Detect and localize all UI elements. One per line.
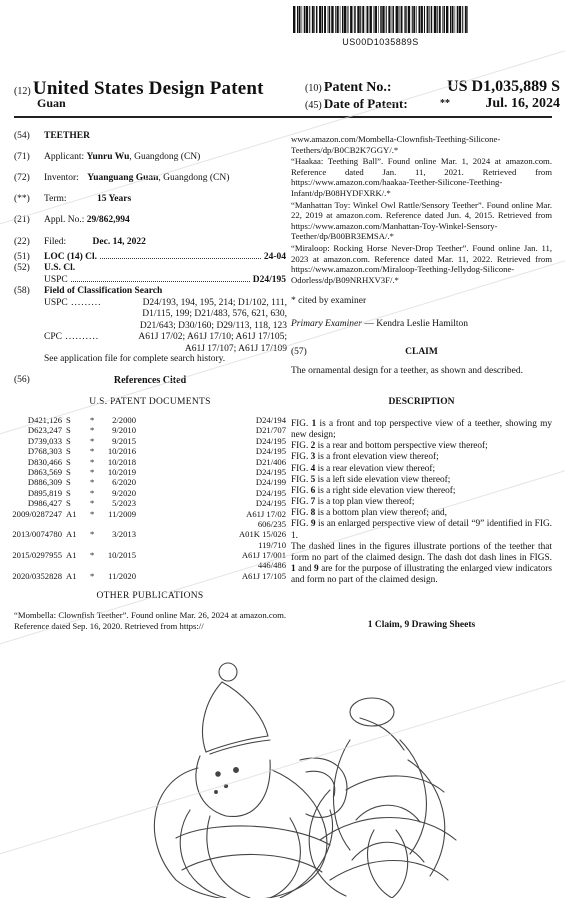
claim-title: CLAIM — [405, 347, 438, 357]
reference-class: D24/195 — [255, 446, 286, 457]
figure-description — [291, 452, 552, 463]
reference-number: D739,033 — [27, 435, 62, 446]
barcode-bar — [401, 6, 403, 33]
barcode-bar — [309, 6, 310, 33]
reference-kind: S — [66, 425, 71, 436]
reference-class: D21/707 — [255, 425, 286, 436]
barcode-bar — [429, 6, 430, 33]
fig-number: 2 — [310, 441, 316, 452]
barcode-number: US00D1035889S — [342, 37, 419, 47]
fig-prefix: FIG. — [291, 519, 311, 530]
reference-row — [14, 571, 286, 581]
applicant-location: , Guangdong (CN) — [129, 152, 201, 162]
reference-date: 9/2015 — [112, 435, 136, 446]
reference-date: 10/2018 — [107, 456, 136, 467]
barcode-bar — [337, 6, 339, 33]
reference-row — [14, 446, 286, 456]
barcode-bar — [388, 6, 390, 33]
tag-10: (10) — [305, 83, 322, 94]
barcode-bar — [304, 6, 306, 33]
barcode-bar — [350, 6, 352, 33]
fig-prefix: FIG. — [291, 497, 311, 508]
fig-prefix: FIG. — [291, 419, 312, 429]
barcode-bar — [335, 6, 336, 33]
references-cited-header — [14, 375, 286, 387]
barcode-bar — [319, 6, 321, 33]
design-title: TEETHER — [44, 131, 90, 141]
barcode-bar — [452, 6, 454, 33]
barcode-bar — [367, 6, 369, 33]
reference-class: A61J 17/02 — [246, 508, 286, 519]
figure-description — [291, 441, 552, 452]
us-cl-value: D24/195 — [252, 274, 286, 285]
tag-12: (12) — [14, 86, 31, 97]
field-71-applicant — [14, 152, 286, 164]
reference-date: 10/2016 — [107, 446, 136, 457]
field-number: (72) — [14, 173, 30, 183]
reference-number: D768,303 — [27, 446, 62, 457]
barcode-bar — [437, 6, 438, 33]
fig-prefix: FIG. — [291, 463, 311, 474]
barcode-bar — [344, 6, 346, 33]
us-patent-documents-title: U.S. PATENT DOCUMENTS — [89, 397, 211, 407]
reference-date: 3/2013 — [112, 529, 136, 540]
barcode-bar — [413, 6, 415, 33]
reference-class-continued — [14, 540, 286, 550]
barcode-bar — [297, 6, 298, 33]
figure-description — [291, 486, 552, 497]
reference-number: D830,466 — [27, 456, 62, 467]
term-value: 15 Years — [96, 194, 132, 204]
reference-class: D24/195 — [255, 466, 286, 477]
uspc-block: USPC ......... D24/193, 194, 195, 214; D1/102, 111, D1/115, 199; D21/483, 576, 621, 630, D21/643; D30/160; D29/113, 118, 123 — [44, 297, 287, 331]
barcode-bar — [331, 6, 333, 33]
reference-kind: A1 — [66, 529, 77, 540]
barcode-bar — [392, 6, 394, 33]
reference-kind: A1 — [66, 508, 77, 519]
inventor-location: , Guangdong (CN) — [158, 173, 230, 183]
fig-prefix: FIG. — [291, 474, 311, 485]
fig-text: is an enlarged perspective view of detail “9” identified in FIG. 1. — [291, 519, 552, 541]
reference-cited-star: * — [90, 466, 95, 477]
date-of-patent: Jul. 16, 2024 — [485, 96, 560, 111]
filed-value: Dec. 14, 2022 — [92, 237, 146, 247]
barcode — [293, 6, 468, 33]
filed-label: Filed: — [44, 237, 67, 247]
reference-class-extra: 606/235 — [257, 518, 286, 529]
barcode-bar — [378, 6, 379, 33]
barcode-bar — [434, 6, 436, 33]
reference-row — [14, 498, 286, 508]
other-publications-title: OTHER PUBLICATIONS — [96, 591, 204, 601]
barcode-bar — [366, 6, 367, 33]
fig-number: 5 — [310, 474, 316, 485]
uspc-line: D21/643; D30/160; D29/113, 118, 123 — [139, 320, 287, 331]
barcode-bar — [322, 6, 323, 33]
header-divider — [14, 116, 552, 118]
patent-type-title: United States Design Patent — [32, 78, 264, 99]
reference-number: D863,569 — [27, 466, 62, 477]
reference-date: 10/2015 — [107, 550, 136, 561]
reference-date: 11/2020 — [108, 570, 136, 581]
figure-description — [291, 419, 552, 441]
uspc-line: D24/193, 194, 195, 214; D1/102, 111, — [142, 297, 287, 308]
barcode-bar — [314, 6, 315, 33]
claim-header — [291, 347, 552, 359]
field-term — [14, 194, 286, 206]
examiner-name: Kendra Leslie Hamilton — [376, 319, 469, 329]
reference-kind: S — [66, 415, 71, 425]
barcode-bar — [340, 6, 341, 33]
reference-number: 2015/0297955 — [12, 550, 62, 561]
barcode-bar — [462, 6, 463, 33]
barcode-bar — [374, 6, 375, 33]
figure-list — [291, 419, 552, 542]
fig-number: 6 — [310, 485, 316, 496]
reference-class: A01K 15/026 — [238, 529, 286, 540]
reference-row — [14, 477, 286, 487]
barcode-bar — [408, 6, 410, 33]
barcode-bar — [431, 6, 433, 33]
reference-kind: S — [66, 446, 71, 457]
barcode-bar — [455, 6, 456, 33]
barcode-bar — [467, 6, 468, 33]
barcode-bar — [360, 6, 361, 33]
barcode-bar — [457, 6, 459, 33]
reference-cited-star: * — [90, 508, 95, 519]
reference-date: 11/2009 — [108, 508, 136, 519]
reference-cited-star: * — [90, 415, 95, 425]
date-stars: ** — [440, 98, 450, 109]
applicant-name: Yunru Wu — [86, 152, 130, 162]
dashed-lines-note: The dashed lines in the figures illustrate portions of the teether that form no part of the claimed design. — [291, 541, 552, 563]
reference-number: D421,126 — [27, 415, 62, 425]
barcode-bar — [459, 6, 461, 33]
field-number: (21) — [14, 215, 30, 225]
reference-cited-star: * — [90, 456, 95, 467]
field-52-us-cl — [14, 263, 286, 286]
barcode-bar — [442, 6, 443, 33]
fig-text: is a rear elevation view thereof; — [315, 463, 436, 474]
figure-description — [291, 497, 552, 508]
barcode-bar — [306, 6, 308, 33]
reference-cited-star: * — [90, 529, 95, 540]
teether-front-view — [154, 663, 347, 898]
fig-text: is a front elevation view thereof; — [315, 452, 439, 463]
field-number: (58) — [14, 286, 30, 296]
field-number: (52) — [14, 263, 30, 273]
loc-label: LOC (14) Cl. — [44, 252, 98, 262]
reference-row — [14, 529, 286, 539]
fig-ref-number: 1 — [291, 564, 296, 575]
field-number: (57) — [291, 347, 307, 357]
search-history-note — [14, 354, 286, 366]
reference-class-extra: 119/710 — [258, 539, 286, 550]
reference-cited-star: * — [90, 570, 95, 581]
classification-search-label: Field of Classification Search — [44, 286, 163, 296]
fig-number: 4 — [310, 463, 316, 474]
reference-date: 10/2019 — [107, 466, 136, 477]
other-publication-entry: “Miraloop: Rocking Horse Never-Drop Teether”. Found online Jan. 11, 2023 at amazon.com. Reference dated Mar. 11, 2022. Retrieved from https://www.amazon.com/Miraloop-Teething-Jellydog-Silicone-Odorless/dp/B09NRHXV3F/.* — [291, 243, 552, 285]
barcode-bar — [450, 6, 451, 33]
barcode-bar — [370, 6, 372, 33]
field-51-loc — [14, 252, 286, 264]
reference-row — [14, 467, 286, 477]
reference-class: D24/194 — [255, 415, 286, 425]
barcode-bar — [427, 6, 429, 33]
description-paragraph — [291, 542, 552, 587]
reference-row — [14, 436, 286, 446]
reference-number: 2009/0287247 — [12, 508, 62, 519]
dash-dot-note-b: and — [295, 564, 314, 575]
reference-class: A61J 17/001 — [241, 550, 286, 561]
cpc-label: CPC — [44, 332, 62, 342]
barcode-bar — [386, 6, 387, 33]
reference-class: D24/195 — [255, 498, 286, 509]
term-label: Term: — [44, 194, 67, 204]
fig-text: is a right side elevation view thereof; — [315, 485, 456, 496]
reference-number: D886,309 — [27, 477, 62, 488]
fig-prefix: FIG. — [291, 485, 311, 496]
reference-number: 2013/0074780 — [12, 529, 62, 540]
barcode-bar — [354, 6, 356, 33]
primary-examiner — [291, 319, 468, 331]
field-number: (**) — [14, 194, 30, 204]
other-publication-entry: www.amazon.com/Mombella-Clownfish-Teething-Silicone-Teethers/dp/B0CB2K7GGY/.* — [291, 134, 501, 155]
description-title: DESCRIPTION — [388, 397, 455, 407]
reference-kind: A1 — [66, 570, 77, 581]
fig-number: 1 — [311, 419, 317, 429]
reference-class: D21/406 — [255, 456, 286, 467]
field-21-appl-no — [14, 215, 286, 227]
field-number: (22) — [14, 237, 30, 247]
barcode-bar — [299, 6, 301, 33]
reference-cited-star: * — [90, 477, 95, 488]
reference-cited-star: * — [90, 425, 95, 436]
figure-description — [291, 519, 552, 541]
reference-date: 9/2010 — [112, 425, 136, 436]
barcode-bar — [380, 6, 382, 33]
reference-kind: S — [66, 435, 71, 446]
barcode-bar — [419, 6, 421, 33]
barcode-bar — [316, 6, 318, 33]
us-cl-label: U.S. Cl. — [44, 263, 76, 273]
reference-row — [14, 457, 286, 467]
barcode-bar — [398, 6, 399, 33]
reference-class-continued — [14, 560, 286, 570]
reference-class: D24/195 — [255, 487, 286, 498]
dot-leader — [100, 253, 261, 259]
reference-date: 6/2020 — [112, 477, 136, 488]
examiner-separator: — — [361, 319, 377, 329]
reference-cited-star: * — [90, 435, 95, 446]
cited-by-examiner-note: * cited by examiner — [291, 296, 367, 306]
barcode-bar — [353, 6, 354, 33]
field-number: (71) — [14, 152, 30, 162]
barcode-bar — [382, 6, 384, 33]
reference-class: A61J 17/105 — [241, 570, 286, 581]
reference-number: D895,819 — [27, 487, 62, 498]
barcode-bar — [396, 6, 398, 33]
reference-kind: S — [66, 456, 71, 467]
barcode-bar — [329, 6, 331, 33]
reference-date: 5/2023 — [112, 498, 136, 509]
appl-no-value: 29/862,994 — [86, 215, 130, 225]
reference-kind: S — [66, 466, 71, 477]
reference-date: 9/2020 — [112, 487, 136, 498]
figure-description — [291, 464, 552, 475]
uspc-label: USPC — [44, 274, 68, 285]
barcode-bar — [421, 6, 423, 33]
references-table — [14, 415, 286, 581]
date-of-patent-row — [305, 96, 560, 112]
barcode-bar — [375, 6, 377, 33]
reference-class: D24/199 — [255, 477, 286, 488]
fig-prefix: FIG. — [291, 452, 311, 463]
other-publication-entry: “Mombella: Clownfish Teether”. Found online Mar. 26, 2024 at amazon.com. Reference dated Sep. 16, 2020. Retrieved from https:// — [14, 610, 286, 631]
reference-kind: S — [66, 477, 71, 488]
cpc-line: A61J 17/107; A61J 17/109 — [184, 343, 287, 354]
reference-kind: S — [66, 487, 71, 498]
fig-text: is a front and top perspective view of a teether, showing my new design; — [291, 419, 552, 441]
field-54-title — [14, 131, 286, 143]
barcode-bar — [357, 6, 359, 33]
dash-dot-note-a: The dash dot dash lines in FIGS. — [427, 552, 552, 563]
fig-text: is a top plan view thereof; — [315, 497, 415, 508]
fig-text: is a bottom plan view thereof; and, — [315, 508, 447, 519]
fig-text: is a left side elevation view thereof; — [315, 474, 451, 485]
reference-number: D986,427 — [27, 498, 62, 509]
reference-number: 2020/0352828 — [12, 570, 62, 581]
field-72-inventor — [14, 173, 286, 185]
uspc-line: D1/115, 199; D21/483, 576, 621, 630, — [142, 309, 287, 320]
patent-number-label: Patent No.: — [323, 80, 392, 95]
date-of-patent-label: Date of Patent: — [323, 96, 408, 111]
loc-value: 24-04 — [263, 252, 286, 262]
teether-rear-view — [309, 698, 456, 898]
reference-row — [14, 488, 286, 498]
other-publications-continued — [291, 134, 552, 287]
reference-cited-star: * — [90, 446, 95, 457]
examiner-label: Primary Examiner — [291, 319, 362, 329]
barcode-bar — [347, 6, 348, 33]
fig-number: 9 — [310, 519, 316, 530]
reference-number: D623,247 — [27, 425, 62, 436]
reference-class: D24/195 — [255, 435, 286, 446]
barcode-bar — [405, 6, 407, 33]
field-number: (51) — [14, 252, 30, 262]
barcode-bar — [362, 6, 364, 33]
fig-prefix: FIG. — [291, 508, 311, 519]
reference-row — [14, 415, 286, 425]
reference-row — [14, 425, 286, 435]
fig-number: 8 — [310, 508, 316, 519]
barcode-bar — [443, 6, 445, 33]
field-number: (56) — [14, 375, 30, 385]
field-number: (54) — [14, 131, 30, 141]
barcode-bar — [465, 6, 467, 33]
claim-text: The ornamental design for a teether, as shown and described. — [291, 366, 524, 376]
references-cited-title: References Cited — [113, 375, 187, 386]
barcode-bar — [293, 6, 295, 33]
reference-row — [14, 509, 286, 519]
field-22-filed — [14, 237, 286, 249]
fig-number: 7 — [310, 497, 316, 508]
reference-class-continued — [14, 519, 286, 529]
figure-description — [291, 475, 552, 486]
barcode-bar — [404, 6, 405, 33]
dash-dot-note-c: are for the purpose of illustrating the enlarged view indicators and form no part of the claimed design. — [291, 564, 552, 586]
barcode-bar — [328, 6, 329, 33]
cpc-lines — [112, 332, 287, 355]
barcode-bar — [424, 6, 425, 33]
reference-kind: S — [66, 498, 71, 509]
barcode-bar — [342, 6, 344, 33]
barcode-bar — [446, 6, 448, 33]
reference-date: 2/2000 — [112, 415, 136, 425]
barcode-bar — [324, 6, 326, 33]
barcode-bar — [412, 6, 413, 33]
barcode-bar — [391, 6, 392, 33]
other-publication-entry: “Haakaa: Teething Ball”. Found online Mar. 1, 2024 at amazon.com. Reference dated Jan. 11, 2021. Retrieved from https://www.amazon.com/haakaa-Teether-Silicone-Teething-Infant/dp/B08HYDFXRK/.* — [291, 156, 552, 199]
other-publication-entry: “Manhattan Toy: Winkel Owl Rattle/Sensory Teether”. Found online Mar. 22, 2019 at amazon.com. Reference dated Jun. 4, 2015. Retrieved from https://www.amazon.com/Manhattan-Toy-Winkel-Sensory-Teether/dp/B00BR3EMSA/.* — [291, 199, 552, 242]
search-history-text: See application file for complete search history. — [44, 354, 226, 364]
field-58-classification-search — [14, 286, 287, 331]
tag-45: (45) — [305, 100, 322, 111]
uspc-search-label: USPC — [44, 297, 68, 308]
inventor-label: Inventor: — [44, 173, 79, 183]
inventor-name: Yuanguang Guan — [87, 173, 159, 183]
teether-drawing — [0, 640, 565, 898]
patent-number: US D1,035,889 S — [447, 78, 560, 95]
cpc-line: A61J 17/02; A61J 17/10; A61J 17/105; — [138, 332, 287, 342]
barcode-bar — [439, 6, 441, 33]
fig-text: is a rear and bottom perspective view thereof; — [315, 441, 488, 452]
applicant-label: Applicant: — [44, 152, 85, 162]
fig-ref-number: 9 — [313, 564, 319, 575]
claims-sheets-count: 1 Claim, 9 Drawing Sheets — [367, 620, 476, 630]
barcode-bar — [416, 6, 417, 33]
reference-row — [14, 550, 286, 560]
reference-kind: A1 — [66, 550, 77, 561]
reference-class-extra: 446/486 — [257, 560, 286, 571]
barcode-bar — [312, 6, 314, 33]
inventor-surname: Guan — [37, 96, 66, 110]
dot-leader — [71, 276, 250, 282]
fig-number: 3 — [310, 452, 316, 463]
reference-cited-star: * — [90, 550, 95, 561]
reference-cited-star: * — [90, 498, 95, 509]
appl-no-label: Appl. No.: — [44, 215, 85, 225]
cpc-block: CPC .......... A61J 17/02; A61J 17/10; A61J 17/105; A61J 17/107; A61J 17/109 — [44, 332, 287, 354]
patent-number-row — [305, 79, 560, 96]
description-body — [291, 419, 552, 586]
fig-prefix: FIG. — [291, 441, 311, 452]
barcode-bar — [302, 6, 303, 33]
figure-description — [291, 508, 552, 519]
reference-cited-star: * — [90, 487, 95, 498]
uspc-lines — [112, 298, 287, 333]
